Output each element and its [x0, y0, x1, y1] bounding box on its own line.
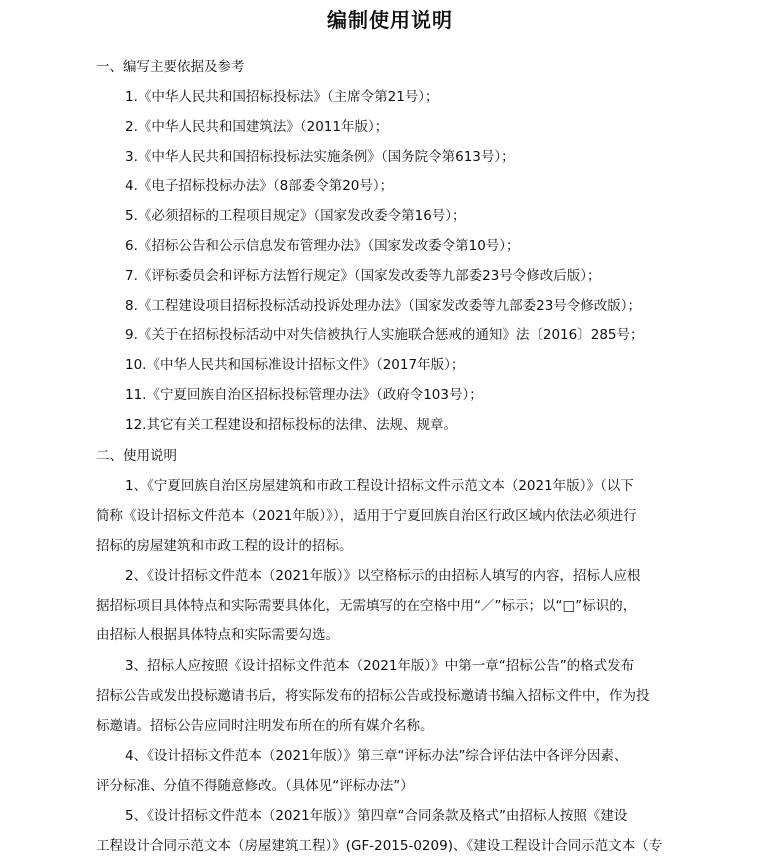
usage-paragraph-2-line-3: 由招标人根据具体特点和实际需要勾选。: [96, 627, 339, 643]
usage-paragraph-3-line-1: 3、招标人应按照《设计招标文件范本（2021年版）》中第一章“招标公告”的格式发布: [125, 658, 635, 674]
reference-item-4: 4.《电子招标投标办法》（8部委令第20号）；: [125, 178, 394, 194]
usage-paragraph-4-line-1: 4、《设计招标文件范本（2021年版）》第三章“评标办法”综合评估法中各评分因素、: [125, 748, 628, 764]
usage-paragraph-5-line-2: 工程设计合同示范文本（房屋建筑工程）》(GF-2015-0209)、《建设工程设计合同示范文本（专: [96, 838, 663, 854]
usage-paragraph-2-line-2: 据招标项目具体特点和实际需要具体化，无需填写的在空格中用“／”标示；以“□”标识的，: [96, 598, 637, 614]
reference-item-2: 2.《中华人民共和国建筑法》（2011年版）；: [125, 119, 389, 135]
usage-paragraph-3-line-3: 标邀请。招标公告应同时注明发布所在的所有媒介名称。: [96, 718, 434, 734]
document-title: 编制使用说明: [327, 8, 453, 32]
reference-item-11: 11.《宁夏回族自治区招标投标管理办法》（政府令103号）；: [125, 387, 483, 403]
usage-paragraph-5-line-1: 5、《设计招标文件范本（2021年版）》第四章“合同条款及格式”由招标人按照《建设: [125, 808, 628, 824]
usage-paragraph-2-line-1: 2、《设计招标文件范本（2021年版）》以空格标示的由招标人填写的内容，招标人应根: [125, 568, 641, 584]
reference-item-1: 1.《中华人民共和国招标投标法》（主席令第21号）；: [125, 89, 439, 105]
reference-item-3: 3.《中华人民共和国招标投标法实施条例》（国务院令第613号）；: [125, 149, 515, 165]
reference-item-10: 10.《中华人民共和国标准设计招标文件》（2017年版）；: [125, 357, 465, 373]
usage-paragraph-4-line-2: 评分标准、分值不得随意修改。（具体见“评标办法”）: [96, 778, 414, 794]
section-heading-basis: 一、编写主要依据及参考: [96, 59, 245, 75]
reference-item-7: 7.《评标委员会和评标方法暂行规定》（国家发改委等九部委23号令修改后版）；: [125, 268, 601, 284]
reference-item-12: 12.其它有关工程建设和招标投标的法律、法规、规章。: [125, 417, 457, 433]
usage-paragraph-1-line-3: 招标的房屋建筑和市政工程的设计的招标。: [96, 538, 353, 554]
reference-item-8: 8.《工程建设项目招标投标活动投诉处理办法》（国家发改委等九部委23号令修改版）；: [125, 298, 642, 314]
usage-paragraph-1-line-2: 简称《设计招标文件范本（2021年版）》），适用于宁夏回族自治区行政区域内依法必须进行: [96, 508, 637, 524]
reference-item-9: 9.《关于在招标投标活动中对失信被执行人实施联合惩戒的通知》法〔2016〕285号；: [125, 327, 644, 343]
usage-paragraph-3-line-2: 招标公告或发出投标邀请书后，将实际发布的招标公告或投标邀请书编入招标文件中，作为投: [96, 688, 650, 704]
reference-item-6: 6.《招标公告和公示信息发布管理办法》（国家发改委令第10号）；: [125, 238, 520, 254]
reference-item-5: 5.《必须招标的工程项目规定》（国家发改委令第16号）；: [125, 208, 466, 224]
section-heading-usage: 二、使用说明: [96, 448, 177, 464]
usage-paragraph-1-line-1: 1、《宁夏回族自治区房屋建筑和市政工程设计招标文件示范文本（2021年版）》（以下: [125, 478, 634, 494]
